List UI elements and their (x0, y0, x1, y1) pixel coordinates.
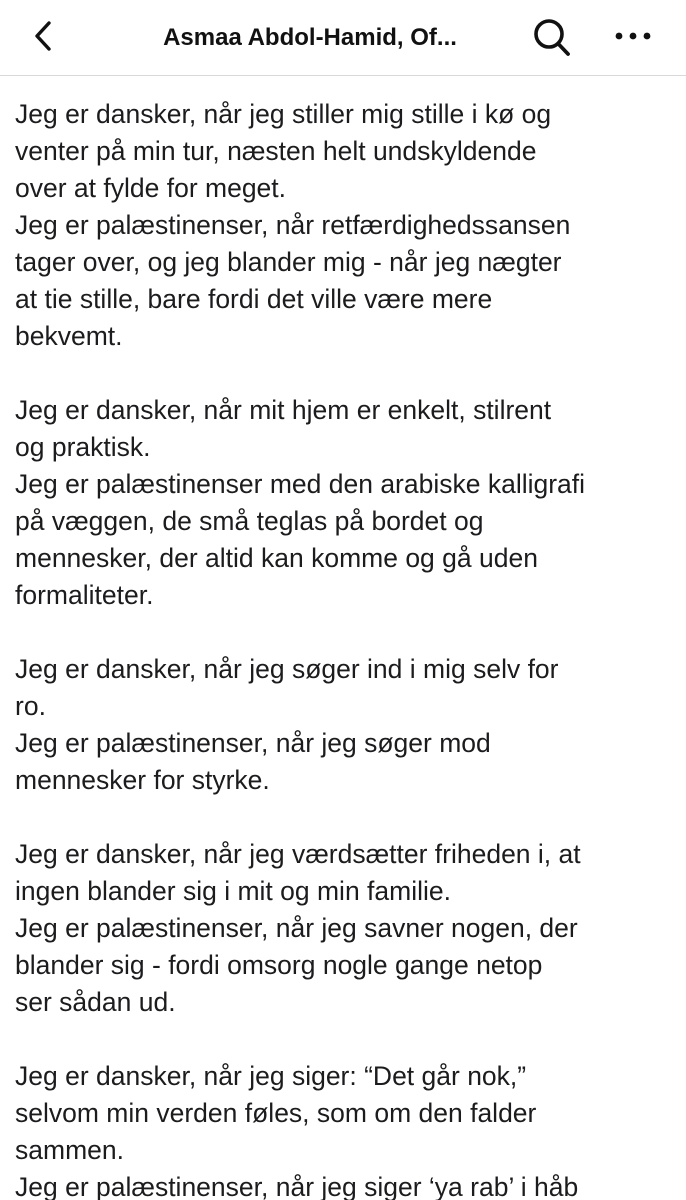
back-button[interactable] (22, 14, 66, 58)
text-line: formaliteter. (15, 580, 154, 610)
text-line: Jeg er palæstinenser, når jeg søger mod (15, 728, 491, 758)
text-line: Jeg er dansker, når jeg stiller mig stille i kø og (15, 99, 552, 129)
text-line: mennesker, der altid kan komme og gå uden (15, 543, 538, 573)
text-paragraph (15, 836, 655, 1021)
text-paragraph (15, 651, 655, 799)
more-options-button[interactable] (608, 14, 658, 58)
text-line: blander sig - fordi omsorg nogle gange netop (15, 950, 543, 980)
text-line: ser sådan ud. (15, 987, 176, 1017)
more-horizontal-icon (613, 30, 653, 42)
text-paragraph (15, 1058, 655, 1200)
text-line: ro. (15, 691, 46, 721)
text-line: Jeg er palæstinenser, når jeg savner nogen, der (15, 913, 578, 943)
text-paragraph (15, 96, 655, 355)
text-line: Jeg er palæstinenser, når jeg siger ‘ya rab’ i håb (15, 1172, 579, 1200)
text-line: på væggen, de små teglas på bordet og (15, 506, 484, 536)
text-line: og praktisk. (15, 432, 151, 462)
text-line: Jeg er palæstinenser, når retfærdighedssansen (15, 210, 571, 240)
search-icon (530, 16, 574, 60)
text-line: venter på min tur, næsten helt undskyldende (15, 136, 537, 166)
text-line: ingen blander sig i mit og min familie. (15, 876, 451, 906)
text-line: selvom min verden føles, som om den falder (15, 1098, 537, 1128)
post-content (15, 96, 655, 1200)
text-line: Jeg er dansker, når jeg værdsætter friheden i, at (15, 839, 581, 869)
text-line: Jeg er palæstinenser med den arabiske kalligrafi (15, 469, 586, 499)
text-line: mennesker for styrke. (15, 765, 270, 795)
navigation-bar (0, 0, 686, 76)
chevron-left-icon (32, 20, 56, 52)
text-line: at tie stille, bare fordi det ville være mere (15, 284, 493, 314)
text-line: bekvemt. (15, 321, 123, 351)
text-line: sammen. (15, 1135, 124, 1165)
text-line: Jeg er dansker, når jeg siger: “Det går nok,” (15, 1061, 527, 1091)
text-line: Jeg er dansker, når jeg søger ind i mig selv for (15, 654, 559, 684)
page-title: Asmaa Abdol-Hamid, Of... (163, 24, 457, 51)
text-line: tager over, og jeg blander mig - når jeg nægter (15, 247, 562, 277)
text-paragraph (15, 392, 655, 614)
search-button[interactable] (526, 12, 578, 64)
text-line: over at fylde for meget. (15, 173, 287, 203)
text-line: Jeg er dansker, når mit hjem er enkelt, stilrent (15, 395, 552, 425)
